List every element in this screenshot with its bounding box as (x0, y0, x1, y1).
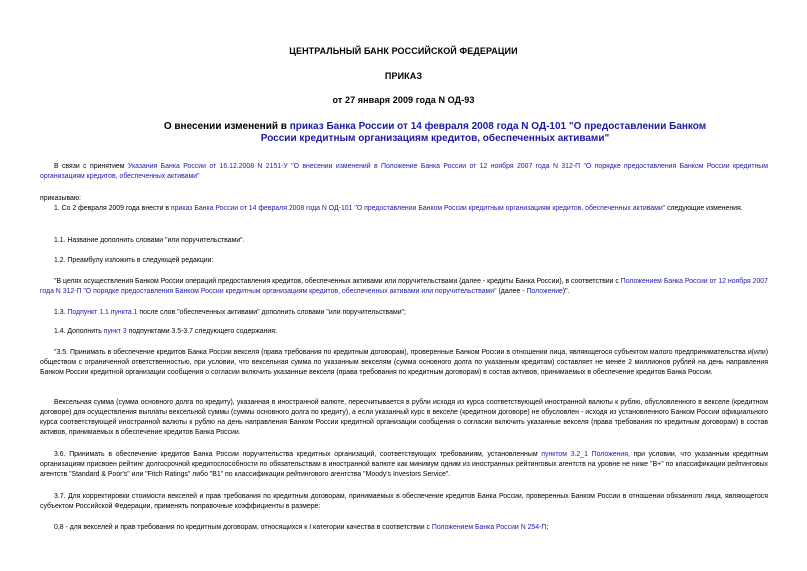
paragraph-preamble (40, 162, 768, 182)
regulation-link[interactable]: Положением Банка России от 12 ноября 2007 года N 312-П "О порядке предоставления Банком России кредитным организациям кредитов, обеспеченных активами или поручительствами" (40, 278, 768, 295)
paragraph-text: 0,8 - для векселей и прав требования по кредитным договорам, относящихся к I категории качества в соответствии с (54, 524, 432, 531)
paragraph-text: , при условии, что указанным кредитным организациям присвоен рейтинг долгосрочной кредитоспособности по обязательствам в иностранной валюте как минимум одним из иностранных рейтинговых агентств на уровне не ниже "B+" по классификации рейтинговых агентств "Standard & Poor's" или "Fitch Ratings" либо "B1" по классификации рейтингового агентства "Moody's Investors Service". (40, 451, 769, 478)
subject-link[interactable]: приказ Банка России от 14 февраля 2008 года N ОД-101 "О предоставлении Банком России кредитным организациям кредитов, обеспеченных активами" (260, 121, 707, 144)
subject-prefix: О внесении изменений в (163, 121, 290, 132)
document-date-number: от 27 января 2009 года N ОД-93 (332, 95, 475, 105)
paragraph-text: В связи с принятием (54, 163, 128, 170)
paragraph-3-5-currency: Вексельная сумма (сумма основного долга по кредиту), указанная в иностранной валюте, пересчитывается в рубли исходя из курса соответствующей иностранной валюты к рублю, обусловленного в векселе (кредитном договоре) для осуществления выплаты вексельной суммы (суммы основного долга по кредиту), а если указанный курс в векселе (кредитном договоре) не обусловлен - исходя из установленного Банком России официального курса соответствующей иностранной валюты к рублю на день направления Банком России кредитной организации сообщения о согласии включить указанные векселя (права требования по кредитным договорам) в состав активов, принимаемых в обеспечение кредитов Банка России. (40, 399, 768, 436)
paragraph-item-1-3 (40, 308, 768, 318)
organization-title: ЦЕНТРАЛЬНЫЙ БАНК РОССИЙСКОЙ ФЕДЕРАЦИИ (289, 46, 518, 56)
document-subject (150, 121, 720, 145)
order-link[interactable]: приказ Банка России от 14 февраля 2008 года N ОД-101 "О предоставлении Банком России кредитным организациям кредитов, обеспеченных активами" (170, 205, 666, 212)
paragraph-text: 1.4. Дополнить (54, 328, 104, 335)
paragraph-item-1-1: 1.1. Название дополнить словами "или поручительствами". (54, 237, 245, 244)
paragraph-item-1-2: 1.2. Преамбулу изложить в следующей редакции: (54, 257, 214, 264)
paragraph-3-5: "3.5. Принимать в обеспечение кредитов Банка России векселя (права требования по кредитным договорам), проверенные Банком России в отношении лица, являющегося субъектом малого предпринимательства и(или) обществом с ограниченной ответственностью, при условии, что вексельная сумма по указанным векселям (сумма основного долга по указанным кредитам) составляет не менее 2 миллионов рублей на день направления Банком России кредитной организации сообщения о согласии включить указанные векселя (права требования по кредитным договорам) в состав активов, принимаемых в обеспечение кредитов Банка России. (40, 349, 768, 376)
paragraph-text: "В целях осуществления Банком России операций предоставления кредитов, обеспеченных активами или поручительствами (далее - кредиты Банка России), в соответствии с (54, 278, 621, 285)
paragraph-text: 1.3. (54, 309, 68, 316)
paragraph-item-1 (40, 204, 768, 214)
paragraph-text: 3.6. Принимать в обеспечение кредитов Банка России поручительства кредитных организаций, соответствующих требованиям, установленным (54, 451, 542, 458)
clause-link[interactable]: пункт 3 (103, 328, 127, 335)
paragraph-text: )". (562, 288, 570, 295)
paragraph-text: после слов "обеспеченных активами" дополнить словами "или поручительствами"; (137, 309, 406, 316)
paragraph-text: следующие изменения. (665, 205, 743, 212)
regulation-short-link[interactable]: Положение (526, 288, 563, 295)
paragraph-order: приказываю: (40, 195, 81, 202)
regulation-254-link[interactable]: Положением Банка России N 254-П (431, 524, 547, 531)
paragraph-item-1-4 (40, 327, 768, 337)
paragraph-3-6 (40, 450, 768, 480)
paragraph-coefficient (40, 523, 768, 533)
paragraph-text: (далее - (496, 288, 527, 295)
regulation-clause-link[interactable]: пунктом 3.2_1 Положения (541, 451, 628, 458)
subclause-link[interactable]: Подпункт 1.1 пункта 1 (67, 309, 138, 316)
paragraph-text: подпунктами 3.5-3.7 следующего содержания: (126, 328, 277, 335)
paragraph-text: 1. Со 2 февраля 2009 года внести в (54, 205, 171, 212)
paragraph-preamble-text (40, 277, 768, 297)
document-type: ПРИКАЗ (384, 71, 423, 81)
paragraph-text: ; (546, 524, 549, 531)
paragraph-3-7: 3.7. Для корректировки стоимости векселей и прав требования по кредитным договорам, принимаемых в обеспечение кредитов Банка России, проверенных Банком России в отношении обязанного лица, являющегося субъектом Российской Федерации, применять поправочные коэффициенты в размере: (40, 493, 768, 510)
instruction-link[interactable]: Указания Банка России от 16.12.2008 N 2151-У "О внесении изменений в Положение Банка России от 12 ноября 2007 года N 312-П "О порядке предоставления Банком России кредитным организациям кредитов, обеспеченных активами" (40, 163, 768, 180)
